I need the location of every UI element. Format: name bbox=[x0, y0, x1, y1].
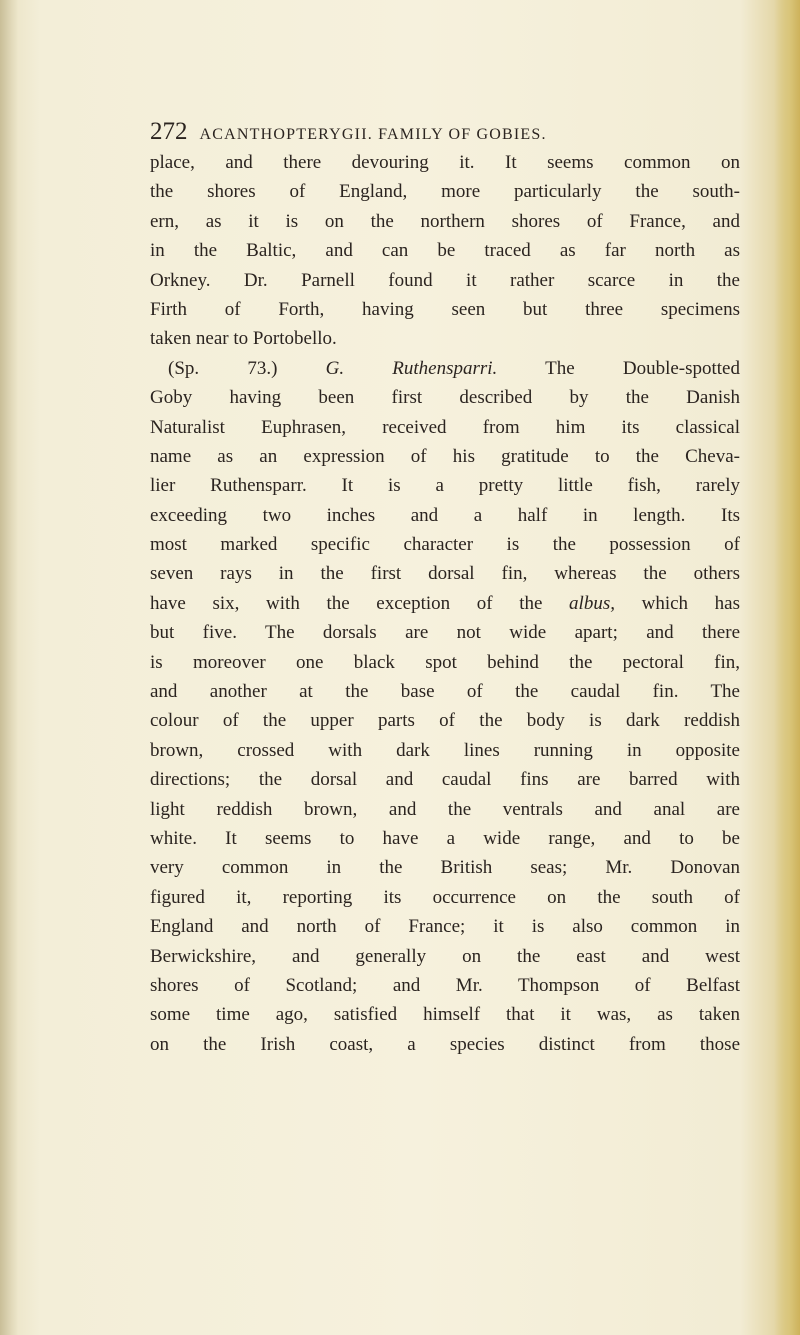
text-line: the shores of England, more particularly the south- bbox=[150, 181, 740, 203]
text-line: Firth of Forth, having seen but three specimens bbox=[150, 298, 740, 320]
running-head-title: ACANTHOPTERYGII. FAMILY OF GOBIES. bbox=[199, 126, 547, 143]
text-line: figured it, reporting its occurrence on the south of bbox=[150, 886, 740, 908]
text-line: Naturalist Euphrasen, received from him its classical bbox=[150, 416, 740, 438]
species-number: (Sp. 73.) bbox=[168, 357, 326, 379]
text-line: exceeding two inches and a half in length. Its bbox=[150, 504, 740, 526]
text-line: most marked specific character is the possession of bbox=[150, 534, 740, 556]
text-line: and another at the base of the caudal fin. The bbox=[150, 681, 740, 703]
text-line: white. It seems to have a wide range, and to be bbox=[150, 827, 740, 849]
species-reference: albus, bbox=[569, 592, 615, 614]
body-text bbox=[150, 148, 740, 1059]
species-name: G. Ruthensparri. bbox=[325, 357, 498, 379]
text-line: is moreover one black spot behind the pectoral fin, bbox=[150, 651, 740, 673]
text-line: ern, as it is on the northern shores of France, and bbox=[150, 210, 740, 232]
text-line: but five. The dorsals are not wide apart; and there bbox=[150, 622, 740, 644]
text-segment: have six, with the exception of the bbox=[150, 592, 570, 614]
text-line: England and north of France; it is also common in bbox=[150, 916, 740, 938]
text-line: taken near to Portobello. bbox=[150, 328, 337, 350]
page-edge-discoloration bbox=[774, 0, 800, 1335]
text-line: brown, crossed with dark lines running in opposite bbox=[150, 739, 740, 761]
text-line: in the Baltic, and can be traced as far north as bbox=[150, 240, 740, 262]
text-line: colour of the upper parts of the body is dark reddish bbox=[150, 710, 740, 732]
page-number: 272 bbox=[150, 118, 188, 145]
text-line: lier Ruthensparr. It is a pretty little fish, rarely bbox=[150, 475, 740, 497]
text-line: Orkney. Dr. Parnell found it rather scarce in the bbox=[150, 269, 740, 291]
text-line: directions; the dorsal and caudal fins are barred with bbox=[150, 769, 740, 791]
running-head bbox=[150, 118, 710, 148]
text-line: name as an expression of his gratitude to the Cheva- bbox=[150, 445, 740, 467]
text-line-with-italic bbox=[150, 589, 740, 618]
text-line-species-heading bbox=[150, 354, 740, 383]
text-line: Goby having been first described by the Danish bbox=[150, 387, 740, 409]
text-line: on the Irish coast, a species distinct from those bbox=[150, 1033, 740, 1055]
page-binding-shadow bbox=[0, 0, 18, 1335]
text-line: light reddish brown, and the ventrals and anal are bbox=[150, 798, 740, 820]
text-line: shores of Scotland; and Mr. Thompson of Belfast bbox=[150, 974, 740, 996]
text-line: very common in the British seas; Mr. Donovan bbox=[150, 857, 740, 879]
text-line: place, and there devouring it. It seems common on bbox=[150, 152, 740, 173]
species-common-name: The Double-spotted bbox=[497, 357, 740, 379]
text-line: Berwickshire, and generally on the east and west bbox=[150, 945, 740, 967]
text-line: some time ago, satisfied himself that it was, as taken bbox=[150, 1004, 740, 1026]
text-segment: which has bbox=[614, 592, 740, 614]
text-line: seven rays in the first dorsal fin, whereas the others bbox=[150, 563, 740, 585]
